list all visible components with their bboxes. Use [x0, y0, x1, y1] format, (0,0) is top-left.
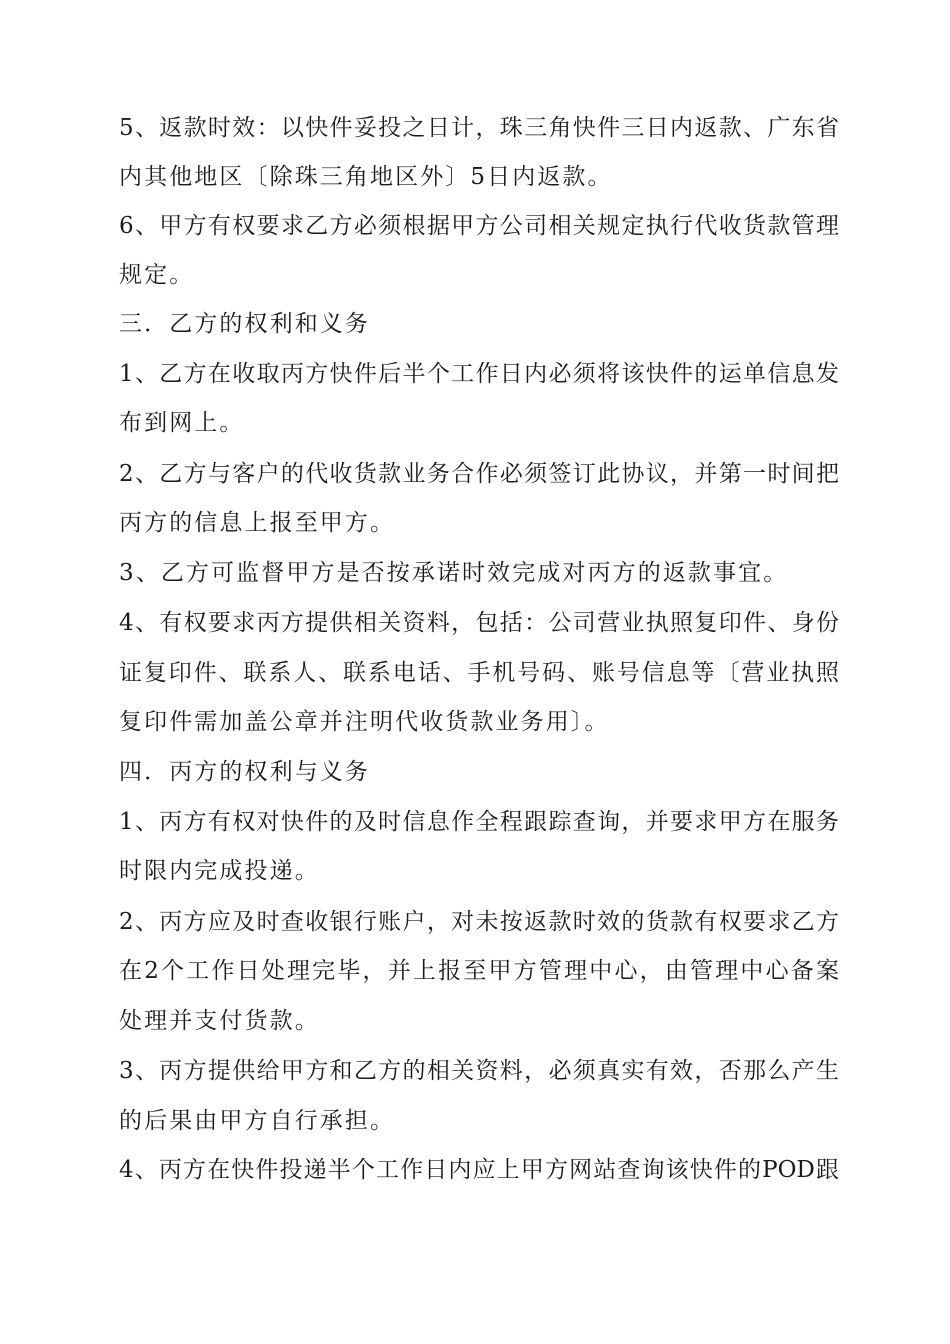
clause-4-1-line-1: 1、丙方有权对快件的及时信息作全程跟踪查询，并要求甲方在服务: [119, 809, 839, 835]
clause-3-4-line-2: 证复印件、联系人、联系电话、手机号码、账号信息等〔营业执照: [119, 660, 839, 686]
clause-3-4-line-1: 4、有权要求丙方提供相关资料，包括：公司营业执照复印件、身份: [119, 610, 839, 636]
clause-3-2-line-1: 2、乙方与客户的代收货款业务合作必须签订此协议，并第一时间把: [119, 461, 839, 487]
clause-3-3-line-1: 3、乙方可监督甲方是否按承诺时效完成对丙方的返款事宜。: [119, 560, 789, 586]
clause-2-6-line-1: 6、甲方有权要求乙方必须根据甲方公司相关规定执行代收货款管理: [119, 213, 839, 239]
clause-3-4-line-3: 复印件需加盖公章并注明代收货款业务用〕。: [119, 709, 610, 735]
clause-3-1-line-1: 1、乙方在收取丙方快件后半个工作日内必须将该快件的运单信息发: [119, 361, 839, 387]
clause-2-5-line-2: 内其他地区〔除珠三角地区外〕5日内返款。: [119, 164, 613, 190]
clause-4-1-line-2: 时限内完成投递。: [119, 858, 320, 884]
clause-4-3-line-2: 的后果由甲方自行承担。: [119, 1108, 396, 1134]
clause-2-5-line-1: 5、返款时效：以快件妥投之日计，珠三角快件三日内返款、广东省: [119, 115, 839, 141]
clause-4-4-line-1: 4、丙方在快件投递半个工作日内应上甲方网站查询该快件的POD跟: [119, 1157, 839, 1183]
clause-3-1-line-2: 布到网上。: [119, 410, 245, 436]
clause-4-2-line-3: 处理并支付货款。: [119, 1008, 320, 1034]
clause-3-2-line-2: 丙方的信息上报至甲方。: [119, 510, 396, 536]
section-heading-4: 四．丙方的权利与义务: [119, 759, 370, 785]
clause-4-3-line-1: 3、丙方提供给甲方和乙方的相关资料，必须真实有效，否那么产生: [119, 1058, 839, 1084]
clause-2-6-line-2: 规定。: [119, 262, 195, 288]
section-heading-3: 三．乙方的权利和义务: [119, 311, 370, 337]
clause-4-2-line-2: 在2个工作日处理完毕，并上报至甲方管理中心，由管理中心备案: [119, 958, 839, 984]
clause-4-2-line-1: 2、丙方应及时查收银行账户，对未按返款时效的货款有权要求乙方: [119, 909, 839, 935]
